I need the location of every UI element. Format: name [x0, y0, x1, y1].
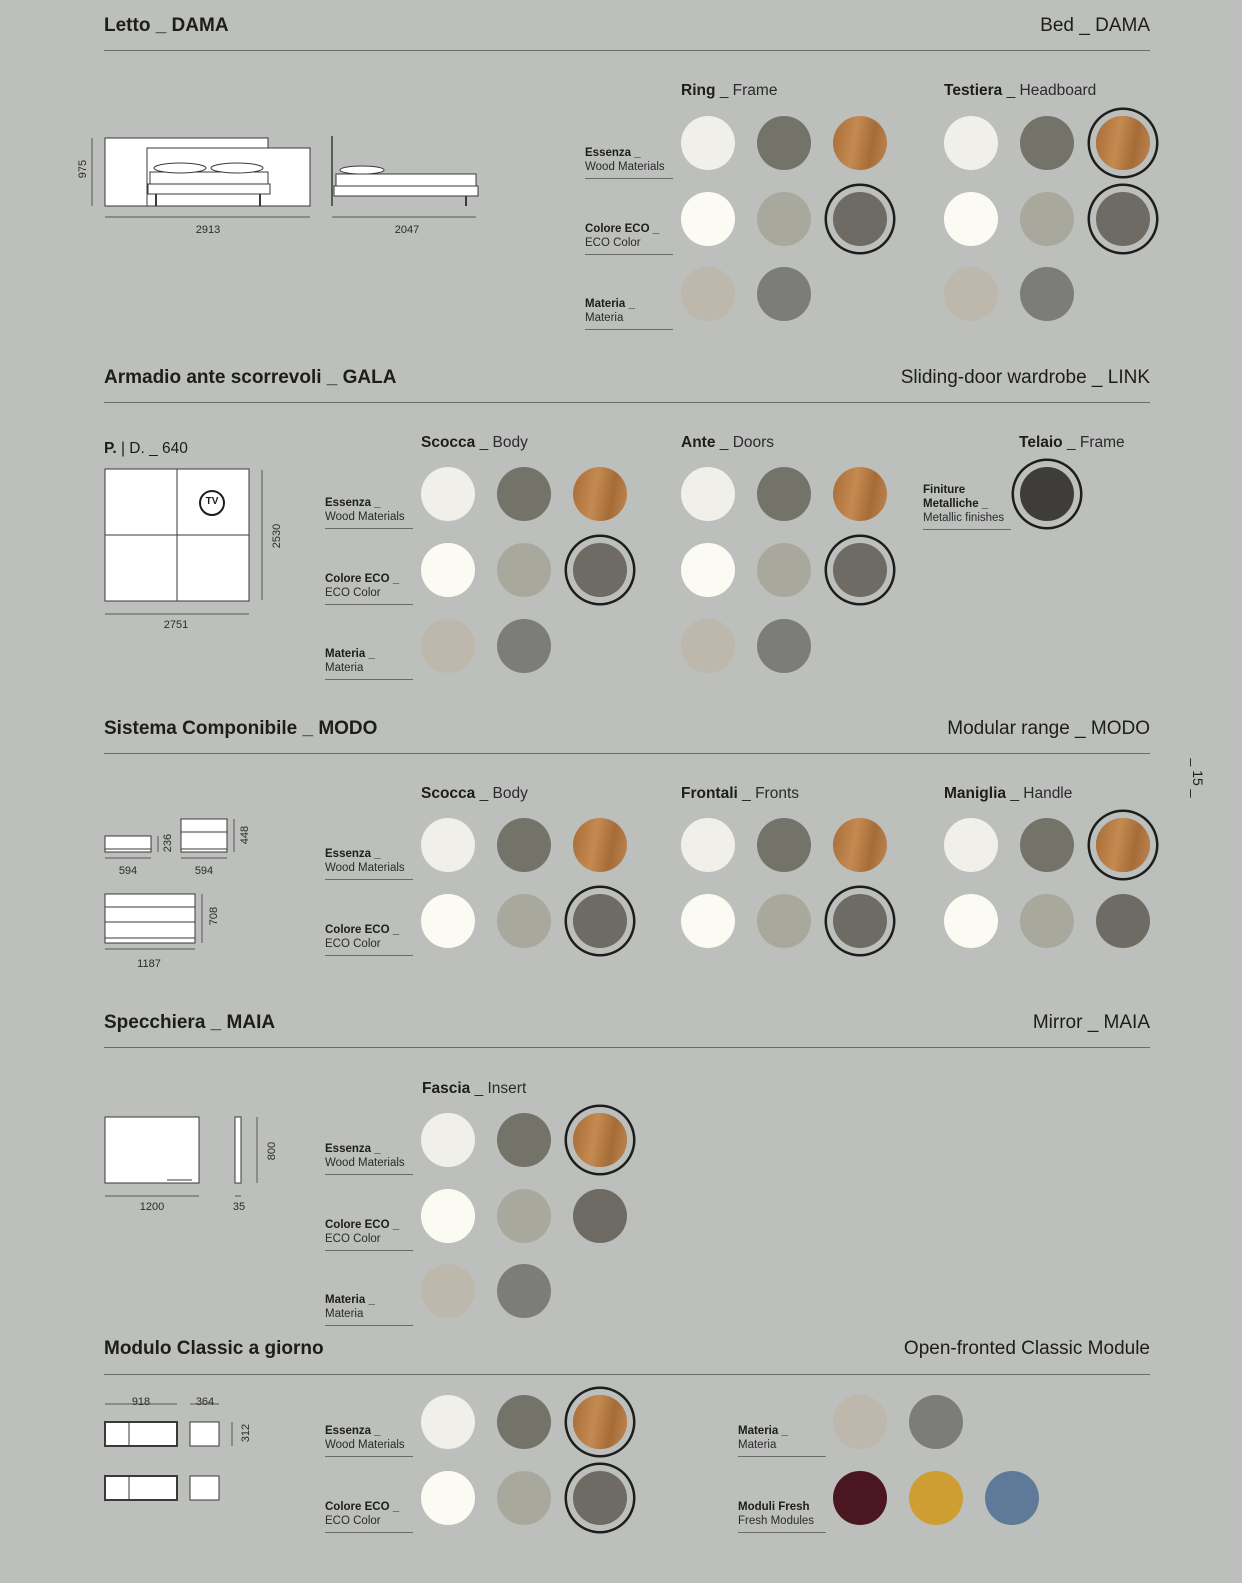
- swatch-wood-grey[interactable]: [1020, 116, 1074, 170]
- swatch-eco-graphite[interactable]: [1096, 192, 1150, 246]
- swatch-materia-slate[interactable]: [1020, 267, 1074, 321]
- swatch-eco-white[interactable]: [421, 894, 475, 948]
- group-head-scocca: Scocca _ Body: [421, 785, 528, 802]
- swatch-eco-white[interactable]: [421, 543, 475, 597]
- section-title-maia: Specchiera _ MAIA: [104, 1012, 276, 1033]
- row-label-colore-eco: Colore ECO _ ECO Color: [325, 1218, 413, 1251]
- swatch-wood-oak[interactable]: [1096, 818, 1150, 872]
- row-label-materia: Materia _ Materia: [325, 647, 413, 680]
- wardrobe-drawing: [104, 468, 284, 628]
- group-head-frontali: Frontali _ Fronts: [681, 785, 800, 802]
- dim-height: 975: [77, 159, 89, 179]
- swatch-wood-white[interactable]: [421, 1395, 475, 1449]
- swatch-materia-stone[interactable]: [681, 619, 735, 673]
- dim-h1: 236: [162, 833, 174, 853]
- section-title-dama-en: Bed _ DAMA: [1040, 15, 1150, 36]
- swatch-eco-sand[interactable]: [757, 894, 811, 948]
- swatch-materia-stone[interactable]: [421, 1264, 475, 1318]
- dim-width: 2913: [195, 224, 221, 236]
- row-label-essenza: Essenza _ Wood Materials: [325, 847, 413, 880]
- dim-height: 312: [240, 1423, 252, 1443]
- row-label-essenza: Essenza _ Wood Materials: [325, 1424, 413, 1457]
- swatch-wood-oak[interactable]: [573, 1395, 627, 1449]
- swatch-eco-graphite[interactable]: [1096, 894, 1150, 948]
- swatch-eco-sand[interactable]: [497, 1189, 551, 1243]
- swatch-wood-grey[interactable]: [1020, 818, 1074, 872]
- row-label-essenza: Essenza _ Wood Materials: [325, 1142, 413, 1175]
- swatch-wood-grey[interactable]: [497, 1395, 551, 1449]
- tv-icon-label: TV: [205, 496, 219, 507]
- swatch-wood-white[interactable]: [681, 467, 735, 521]
- swatch-wood-grey[interactable]: [757, 818, 811, 872]
- row-label-moduli-fresh: Moduli Fresh Fresh Modules: [738, 1500, 826, 1533]
- swatch-wood-white[interactable]: [421, 1113, 475, 1167]
- swatch-materia-slate[interactable]: [757, 619, 811, 673]
- dim-height: 2530: [271, 523, 283, 549]
- swatch-eco-sand[interactable]: [1020, 192, 1074, 246]
- swatch-wood-white[interactable]: [681, 818, 735, 872]
- swatch-wood-white[interactable]: [421, 818, 475, 872]
- row-label-essenza: Essenza _ Wood Materials: [325, 496, 413, 529]
- section-title-gala-en: Sliding-door wardrobe _ LINK: [900, 367, 1150, 388]
- swatch-wood-white[interactable]: [944, 818, 998, 872]
- swatch-materia-stone[interactable]: [681, 267, 735, 321]
- section-title-modo-en: Modular range _ MODO: [947, 718, 1150, 739]
- swatch-eco-sand[interactable]: [497, 543, 551, 597]
- page-number: _ 15 _: [1190, 758, 1206, 798]
- swatch-fresh-blue[interactable]: [985, 1471, 1039, 1525]
- swatch-eco-graphite[interactable]: [833, 192, 887, 246]
- group-head-maniglia: Maniglia _ Handle: [944, 785, 1073, 802]
- swatch-fresh-bordeaux[interactable]: [833, 1471, 887, 1525]
- swatch-eco-sand[interactable]: [497, 1471, 551, 1525]
- group-head-fascia: Fascia _ Insert: [422, 1080, 527, 1097]
- section-title-classic: Modulo Classic a giorno: [104, 1338, 324, 1359]
- section-rule: [104, 402, 1150, 403]
- dim-depth: 2047: [394, 224, 420, 236]
- dim-w1: 918: [131, 1396, 151, 1408]
- swatch-materia-stone[interactable]: [833, 1395, 887, 1449]
- swatch-materia-stone[interactable]: [421, 619, 475, 673]
- swatch-eco-white[interactable]: [681, 192, 735, 246]
- group-head-testiera: Testiera _ Headboard: [944, 82, 1097, 99]
- row-label-essenza: Essenza _ Wood Materials: [585, 146, 673, 179]
- dim-width: 2751: [163, 619, 189, 631]
- row-label-materia: Materia _ Materia: [738, 1424, 826, 1457]
- classic-module-drawing: [104, 1396, 264, 1506]
- row-label-colore-eco: Colore ECO _ ECO Color: [325, 923, 413, 956]
- swatch-wood-grey[interactable]: [757, 467, 811, 521]
- row-label-metallic: Finiture Metalliche _ Metallic finishes: [923, 483, 1011, 530]
- swatch-wood-oak[interactable]: [833, 818, 887, 872]
- swatch-wood-white[interactable]: [944, 116, 998, 170]
- dim-depth: 35: [232, 1201, 246, 1213]
- swatch-eco-sand[interactable]: [1020, 894, 1074, 948]
- group-head-ring: Ring _ Frame: [681, 82, 778, 99]
- section-rule: [104, 50, 1150, 51]
- group-head-scocca: Scocca _ Body: [421, 434, 528, 451]
- swatch-eco-white[interactable]: [421, 1471, 475, 1525]
- bed-front-drawing: [90, 130, 510, 230]
- swatch-wood-oak[interactable]: [1096, 116, 1150, 170]
- dim-h2: 448: [239, 825, 251, 845]
- swatch-eco-graphite[interactable]: [573, 543, 627, 597]
- dim-w2: 364: [195, 1396, 215, 1408]
- swatch-wood-white[interactable]: [681, 116, 735, 170]
- swatch-eco-graphite[interactable]: [573, 1471, 627, 1525]
- dim-width: 1200: [139, 1201, 165, 1213]
- section-rule: [104, 753, 1150, 754]
- swatch-materia-slate[interactable]: [497, 619, 551, 673]
- row-label-colore-eco: Colore ECO _ ECO Color: [325, 572, 413, 605]
- swatch-eco-sand[interactable]: [757, 543, 811, 597]
- swatch-materia-slate[interactable]: [757, 267, 811, 321]
- swatch-eco-white[interactable]: [944, 192, 998, 246]
- row-label-materia: Materia _ Materia: [325, 1293, 413, 1326]
- swatch-wood-grey[interactable]: [497, 1113, 551, 1167]
- row-label-colore-eco: Colore ECO _ ECO Color: [585, 222, 673, 255]
- swatch-wood-grey[interactable]: [497, 467, 551, 521]
- section-rule: [104, 1047, 1150, 1048]
- dim-height: 800: [266, 1141, 278, 1161]
- swatch-wood-oak[interactable]: [833, 467, 887, 521]
- swatch-wood-oak[interactable]: [573, 1113, 627, 1167]
- dim-w1: 594: [118, 865, 138, 877]
- swatch-wood-grey[interactable]: [497, 818, 551, 872]
- dim-w2: 594: [194, 865, 214, 877]
- swatch-eco-sand[interactable]: [497, 894, 551, 948]
- section-title-maia-en: Mirror _ MAIA: [1032, 1012, 1150, 1033]
- swatch-materia-slate[interactable]: [909, 1395, 963, 1449]
- swatch-eco-white[interactable]: [681, 543, 735, 597]
- swatch-metal-dark[interactable]: [1020, 467, 1074, 521]
- swatch-wood-white[interactable]: [421, 467, 475, 521]
- swatch-wood-oak[interactable]: [573, 818, 627, 872]
- swatch-fresh-mustard[interactable]: [909, 1471, 963, 1525]
- swatch-eco-white[interactable]: [944, 894, 998, 948]
- group-head-ante: Ante _ Doors: [681, 434, 775, 451]
- swatch-wood-grey[interactable]: [757, 116, 811, 170]
- depth-label: P. | D. _ 640: [104, 440, 188, 457]
- section-title-gala: Armadio ante scorrevoli _ GALA: [104, 367, 397, 388]
- dim-h3: 708: [208, 906, 220, 926]
- swatch-eco-graphite[interactable]: [573, 894, 627, 948]
- swatch-eco-graphite[interactable]: [833, 543, 887, 597]
- row-label-colore-eco: Colore ECO _ ECO Color: [325, 1500, 413, 1533]
- swatch-materia-slate[interactable]: [497, 1264, 551, 1318]
- section-title-modo: Sistema Componibile _ MODO: [104, 718, 378, 739]
- swatch-eco-white[interactable]: [681, 894, 735, 948]
- group-head-telaio: Telaio _ Frame: [1019, 434, 1125, 451]
- swatch-wood-oak[interactable]: [573, 467, 627, 521]
- dim-w3: 1187: [137, 958, 161, 970]
- swatch-eco-graphite[interactable]: [833, 894, 887, 948]
- swatch-eco-sand[interactable]: [757, 192, 811, 246]
- mirror-drawing: [104, 1116, 284, 1206]
- section-title-classic-en: Open-fronted Classic Module: [903, 1338, 1150, 1359]
- section-title-dama: Letto _ DAMA: [104, 15, 229, 36]
- swatch-eco-white[interactable]: [421, 1189, 475, 1243]
- swatch-wood-oak[interactable]: [833, 116, 887, 170]
- swatch-eco-graphite[interactable]: [573, 1189, 627, 1243]
- row-label-materia: Materia _ Materia: [585, 297, 673, 330]
- section-rule: [104, 1374, 1150, 1375]
- swatch-materia-stone[interactable]: [944, 267, 998, 321]
